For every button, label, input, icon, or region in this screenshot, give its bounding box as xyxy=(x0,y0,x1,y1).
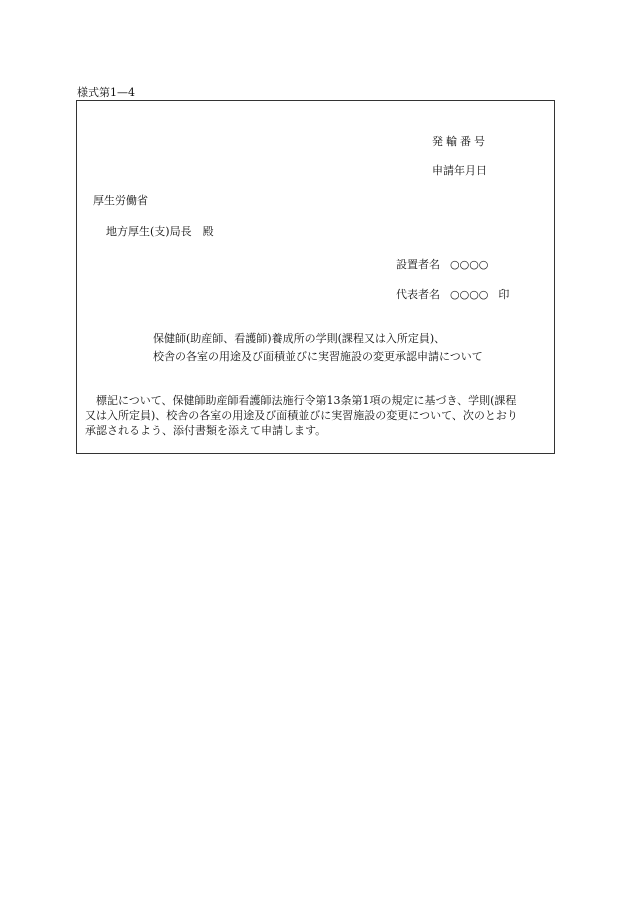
document-title-line-1: 保健師(助産師、看護師)養成所の学則(課程又は入所定員)、 xyxy=(153,332,446,345)
application-date-label: 申請年月日 xyxy=(432,164,487,177)
document-title-line-2: 校舎の各室の用途及び面積並びに実習施設の変更承認申請について xyxy=(153,350,483,363)
founder-line xyxy=(396,258,488,272)
founder-value: ○○○○ xyxy=(450,258,489,271)
form-number: 様式第1—4 xyxy=(77,86,135,99)
application-form-box xyxy=(76,100,555,454)
body-line-2: 又は入所定員)、校舎の各室の用途及び面積並びに実習施設の変更について、次のとおり xyxy=(85,409,518,422)
representative-value: ○○○○ xyxy=(450,288,489,301)
body-paragraph xyxy=(85,393,547,438)
founder-label: 設置者名 xyxy=(396,258,440,271)
body-line-3: 承認されるよう、添付書類を添えて申請します。 xyxy=(85,424,327,437)
recipient-organization: 厚生労働省 xyxy=(93,194,148,207)
seal-mark: 印 xyxy=(498,288,510,301)
reference-number-label: 発輸番号 xyxy=(432,135,488,148)
representative-line xyxy=(396,288,509,302)
body-line-1: 標記について、保健師助産師看護師法施行令第13条第1項の規定に基づき、学則(課程 xyxy=(85,394,517,407)
recipient-title: 地方厚生(支)局長 殿 xyxy=(106,225,214,238)
representative-label: 代表者名 xyxy=(396,288,440,301)
